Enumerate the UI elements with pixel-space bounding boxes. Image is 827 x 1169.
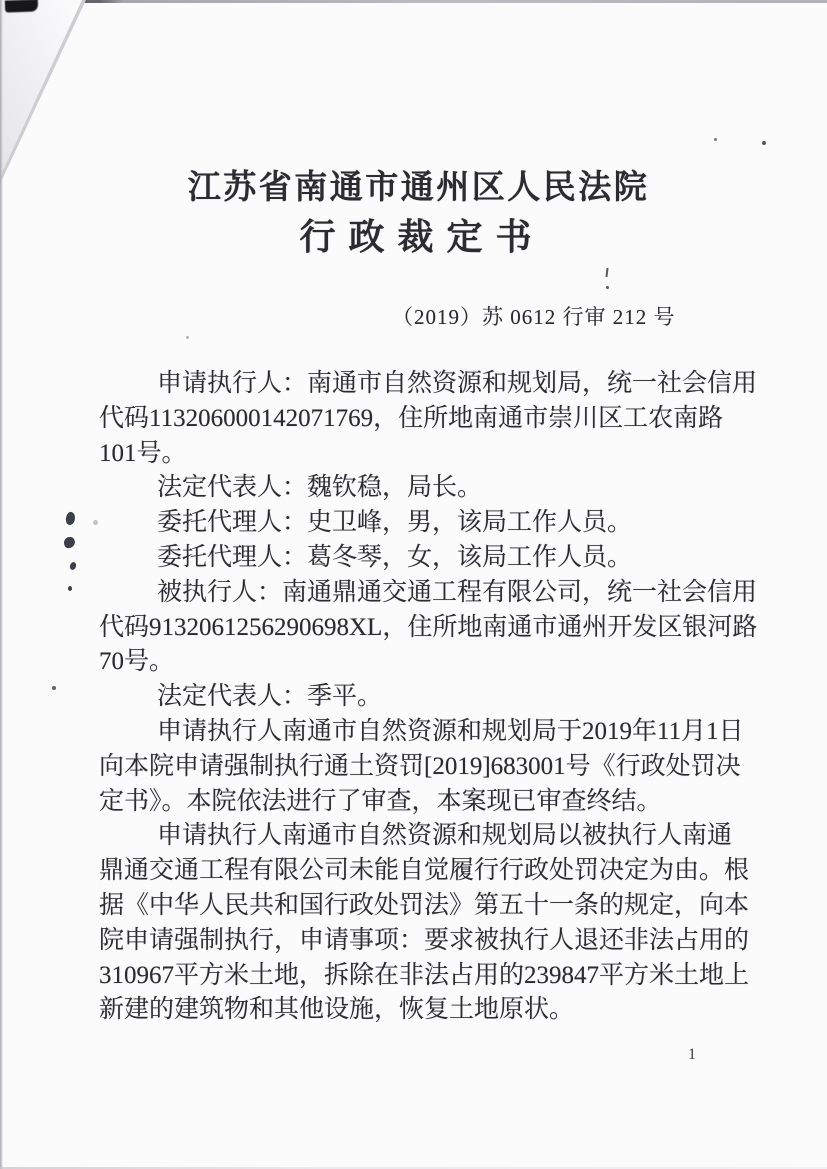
scan-speck <box>186 336 189 339</box>
margin-ink-blot <box>65 511 77 526</box>
page-number: 1 <box>688 1046 696 1063</box>
body-line: 法定代表人：魏钦稳，局长。 <box>157 474 483 502</box>
scan-stray-mark <box>606 286 609 289</box>
body-line: 新建的建筑物和其他设施，恢复土地原状。 <box>99 996 575 1024</box>
body-line: 据《中华人民共和国行政处罚法》第五十一条的规定，向本 <box>99 891 750 919</box>
document-body <box>99 367 758 1028</box>
body-line: 70号。 <box>99 648 175 676</box>
margin-ink-blot <box>69 561 77 571</box>
body-line: 申请执行人南通市自然资源和规划局以被执行人南通 <box>157 822 733 850</box>
body-line: 委托代理人：史卫峰，男，该局工作人员。 <box>157 509 633 537</box>
body-line: 向本院申请强制执行通土资罚[2019]683001号《行政处罚决 <box>99 752 741 780</box>
body-line: 定书》。本院依法进行了审查，本案现已审查终结。 <box>99 787 662 815</box>
scan-top-edge-artifact <box>0 0 827 3</box>
margin-ink-blot <box>68 586 72 591</box>
body-line: 申请执行人南通市自然资源和规划局于2019年11月1日 <box>157 717 744 745</box>
body-line: 鼎通交通工程有限公司未能自觉履行行政处罚决定为由。根 <box>99 857 750 885</box>
margin-ink-blot <box>63 536 75 548</box>
body-line: 101号。 <box>99 439 187 467</box>
document-type-title: 行政裁定书 <box>299 217 545 257</box>
margin-ink-blot <box>93 520 98 525</box>
body-line: 委托代理人：葛冬琴，女，该局工作人员。 <box>157 543 633 571</box>
scan-speck <box>52 686 56 690</box>
body-line: 代码9132061256290698XL，住所地南通市通州开发区银河路 <box>99 613 758 641</box>
scan-stray-mark <box>605 268 608 277</box>
body-line: 申请执行人：南通市自然资源和规划局，统一社会信用 <box>157 370 758 397</box>
body-line: 院申请强制执行，申请事项：要求被执行人退还非法占用的 <box>99 926 750 954</box>
scan-corner-ink-mark <box>5 0 38 13</box>
scan-speck <box>762 141 766 145</box>
case-number: （2019）苏 0612 行审 212 号 <box>392 305 676 329</box>
court-name-heading: 江苏省南通市通州区人民法院 <box>187 170 650 206</box>
body-line: 被执行人：南通鼎通交通工程有限公司，统一社会信用 <box>157 578 758 606</box>
scan-speck <box>714 138 717 141</box>
body-line: 310967平方米土地，拆除在非法占用的239847平方米土地上 <box>99 961 750 989</box>
scan-corner-fold-shadow <box>0 0 82 177</box>
body-line: 代码113206000142071769，住所地南通市崇川区工农南路 <box>99 404 724 432</box>
body-line: 法定代表人：季平。 <box>157 683 383 711</box>
